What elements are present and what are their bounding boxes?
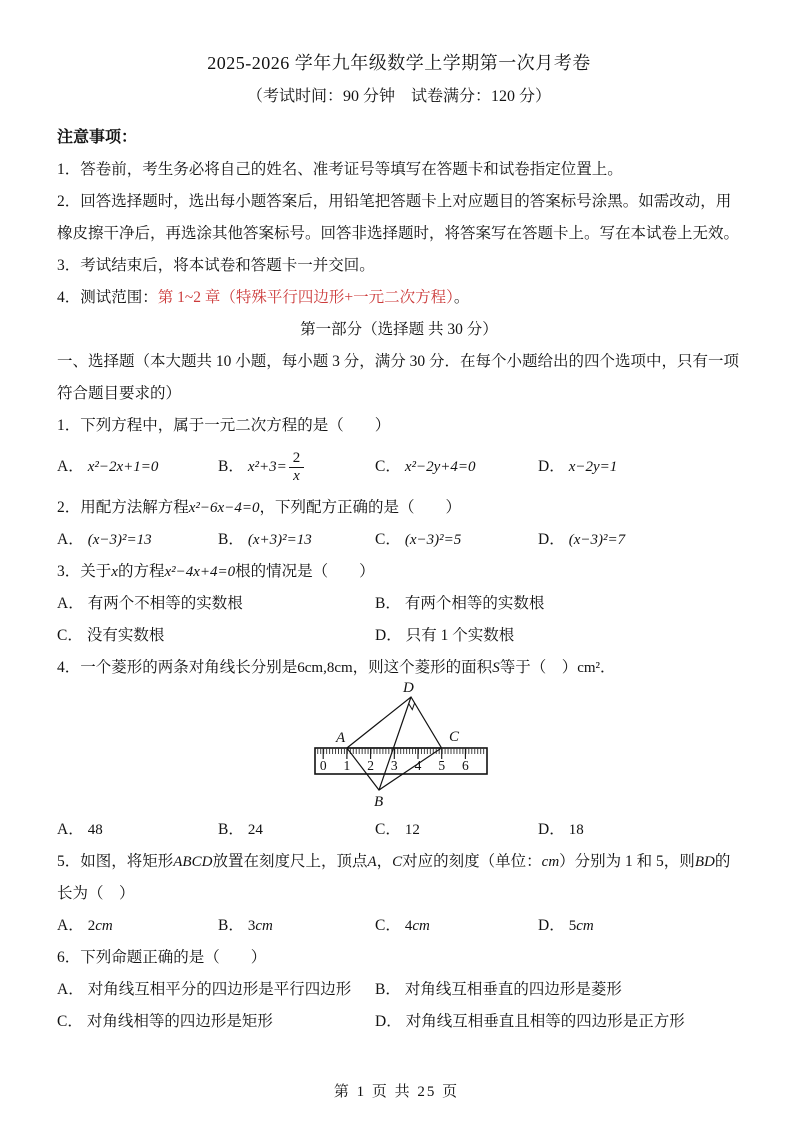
option-a: A． (x−3)²=13 [57, 531, 152, 548]
option-a: A． 2cm [57, 917, 113, 934]
question-4-title: 4．一个菱形的两条对角线长分别是6cm,8cm，则这个菱形的面积S等于（ ）cm²． [57, 659, 616, 676]
option-b: B． 对角线互相垂直的四边形是菱形 [375, 981, 622, 998]
option-a: A． 对角线互相平分的四边形是平行四边形 [57, 981, 352, 998]
vertex-label-d: D [403, 680, 414, 696]
test-scope-suffix: 。 [453, 289, 470, 306]
question-6-title: 6．下列命题正确的是（ ） [57, 949, 267, 966]
question-2-title: 2．用配方法解方程x²−6x−4=0，下列配方正确的是（ ） [57, 499, 461, 516]
option-c: C． 4cm [375, 917, 430, 934]
question-5-title: 5．如图，将矩形ABCD放置在刻度尺上，顶点A，C对应的刻度（单位：cm）分别为 1 和 5，则BD的长为（ ） [57, 853, 731, 902]
option-d: D． 对角线互相垂直且相等的四边形是正方形 [375, 1013, 685, 1030]
ruler-diagram-svg [300, 680, 510, 818]
question-1-options [57, 442, 741, 492]
option-b: B． 有两个相等的实数根 [375, 595, 545, 612]
option-d: D． 只有 1 个实数根 [375, 627, 515, 644]
question-3-title: 3．关于x的方程x²−4x+4=0根的情况是（ ） [57, 563, 375, 580]
question-6-options-ab [57, 974, 741, 1006]
question-2-options [57, 524, 741, 556]
fraction: $\frac{2}{x}$ [289, 450, 305, 485]
question-3-options-cd [57, 620, 741, 652]
test-scope-prefix: 4．测试范围： [57, 289, 158, 306]
question-6-options-cd [57, 1006, 741, 1038]
test-scope-highlight: 第 1~2 章（特殊平行四边形+一元二次方程） [157, 289, 454, 306]
question-3-options-ab [57, 588, 741, 620]
ruler-number-5: 5 [438, 758, 446, 773]
ruler-number-0: 0 [319, 758, 327, 773]
option-a: A． 有两个不相等的实数根 [57, 595, 243, 612]
option-b: B． 24 [218, 821, 263, 838]
rectangle-abcd [347, 697, 442, 790]
notice-item-2: 2．回答选择题时，选出每小题答案后，用铅笔把答题卡上对应题目的答案标号涂黑。如需改动，用橡皮擦干净后，再选涂其他答案标号。回答非选择题时，将答案写在答题卡上。写在本试卷上无效。 [57, 193, 740, 242]
ruler-number-2: 2 [367, 758, 374, 773]
notices-heading: 注意事项： [57, 129, 138, 146]
vertex-label-b: B [374, 794, 384, 810]
option-a: A． 48 [57, 821, 103, 838]
ruler-diagram [57, 680, 741, 814]
notice-item-4 [57, 282, 741, 314]
option-c: C． x²−2y+4=0 [375, 458, 476, 475]
question-1-title: 1．下列方程中，属于一元二次方程的是（ ） [57, 417, 391, 434]
right-angle-mark [409, 703, 415, 710]
option-b: B． 3cm [218, 917, 273, 934]
ruler-number-6: 6 [462, 758, 469, 773]
question-5-options [57, 910, 741, 942]
option-d: D． x−2y=1 [538, 458, 618, 475]
option-c: C． 12 [375, 821, 420, 838]
section-intro: 一、选择题（本大题共 10 小题，每小题 3 分，满分 30 分．在每个小题给出的四个选项中，只有一项符合题目要求的） [57, 353, 740, 402]
option-c: C． (x−3)²=5 [375, 531, 462, 548]
vertex-label-a: A [336, 730, 346, 746]
ruler-number-4: 4 [414, 758, 422, 773]
option-c: C． 没有实数根 [57, 627, 165, 644]
page-number: 第 1 页 共 25 页 [333, 1084, 460, 1100]
option-c: C． 对角线相等的四边形是矩形 [57, 1013, 273, 1030]
diagonal-db [379, 697, 411, 790]
option-d: D． 18 [538, 821, 584, 838]
notice-item-1: 1．答卷前，考生务必将自己的姓名、准考证号等填写在答题卡和试卷指定位置上。 [57, 161, 623, 178]
option-d: D． (x−3)²=7 [538, 531, 626, 548]
section-title: 第一部分（选择题 共 30 分） [300, 321, 498, 338]
option-a: A． x²−2x+1=0 [57, 458, 159, 475]
option-b: B． (x+3)²=13 [218, 531, 312, 548]
exam-info: （考试时间：90 分钟 试卷满分：120 分） [246, 88, 551, 105]
vertex-label-c: C [449, 729, 460, 745]
ruler-minor-ticks [316, 749, 486, 756]
option-b: B． x²+3= $\frac{2}{x}$ [218, 450, 375, 485]
question-4-options [57, 814, 741, 846]
ruler-number-3: 3 [390, 758, 398, 773]
option-d: D． 5cm [538, 917, 594, 934]
notice-item-3: 3．考试结束后，将本试卷和答题卡一并交回。 [57, 257, 375, 274]
ruler-number-1: 1 [343, 758, 351, 773]
page-title: 2025-2026 学年九年级数学上学期第一次月考卷 [207, 53, 591, 73]
